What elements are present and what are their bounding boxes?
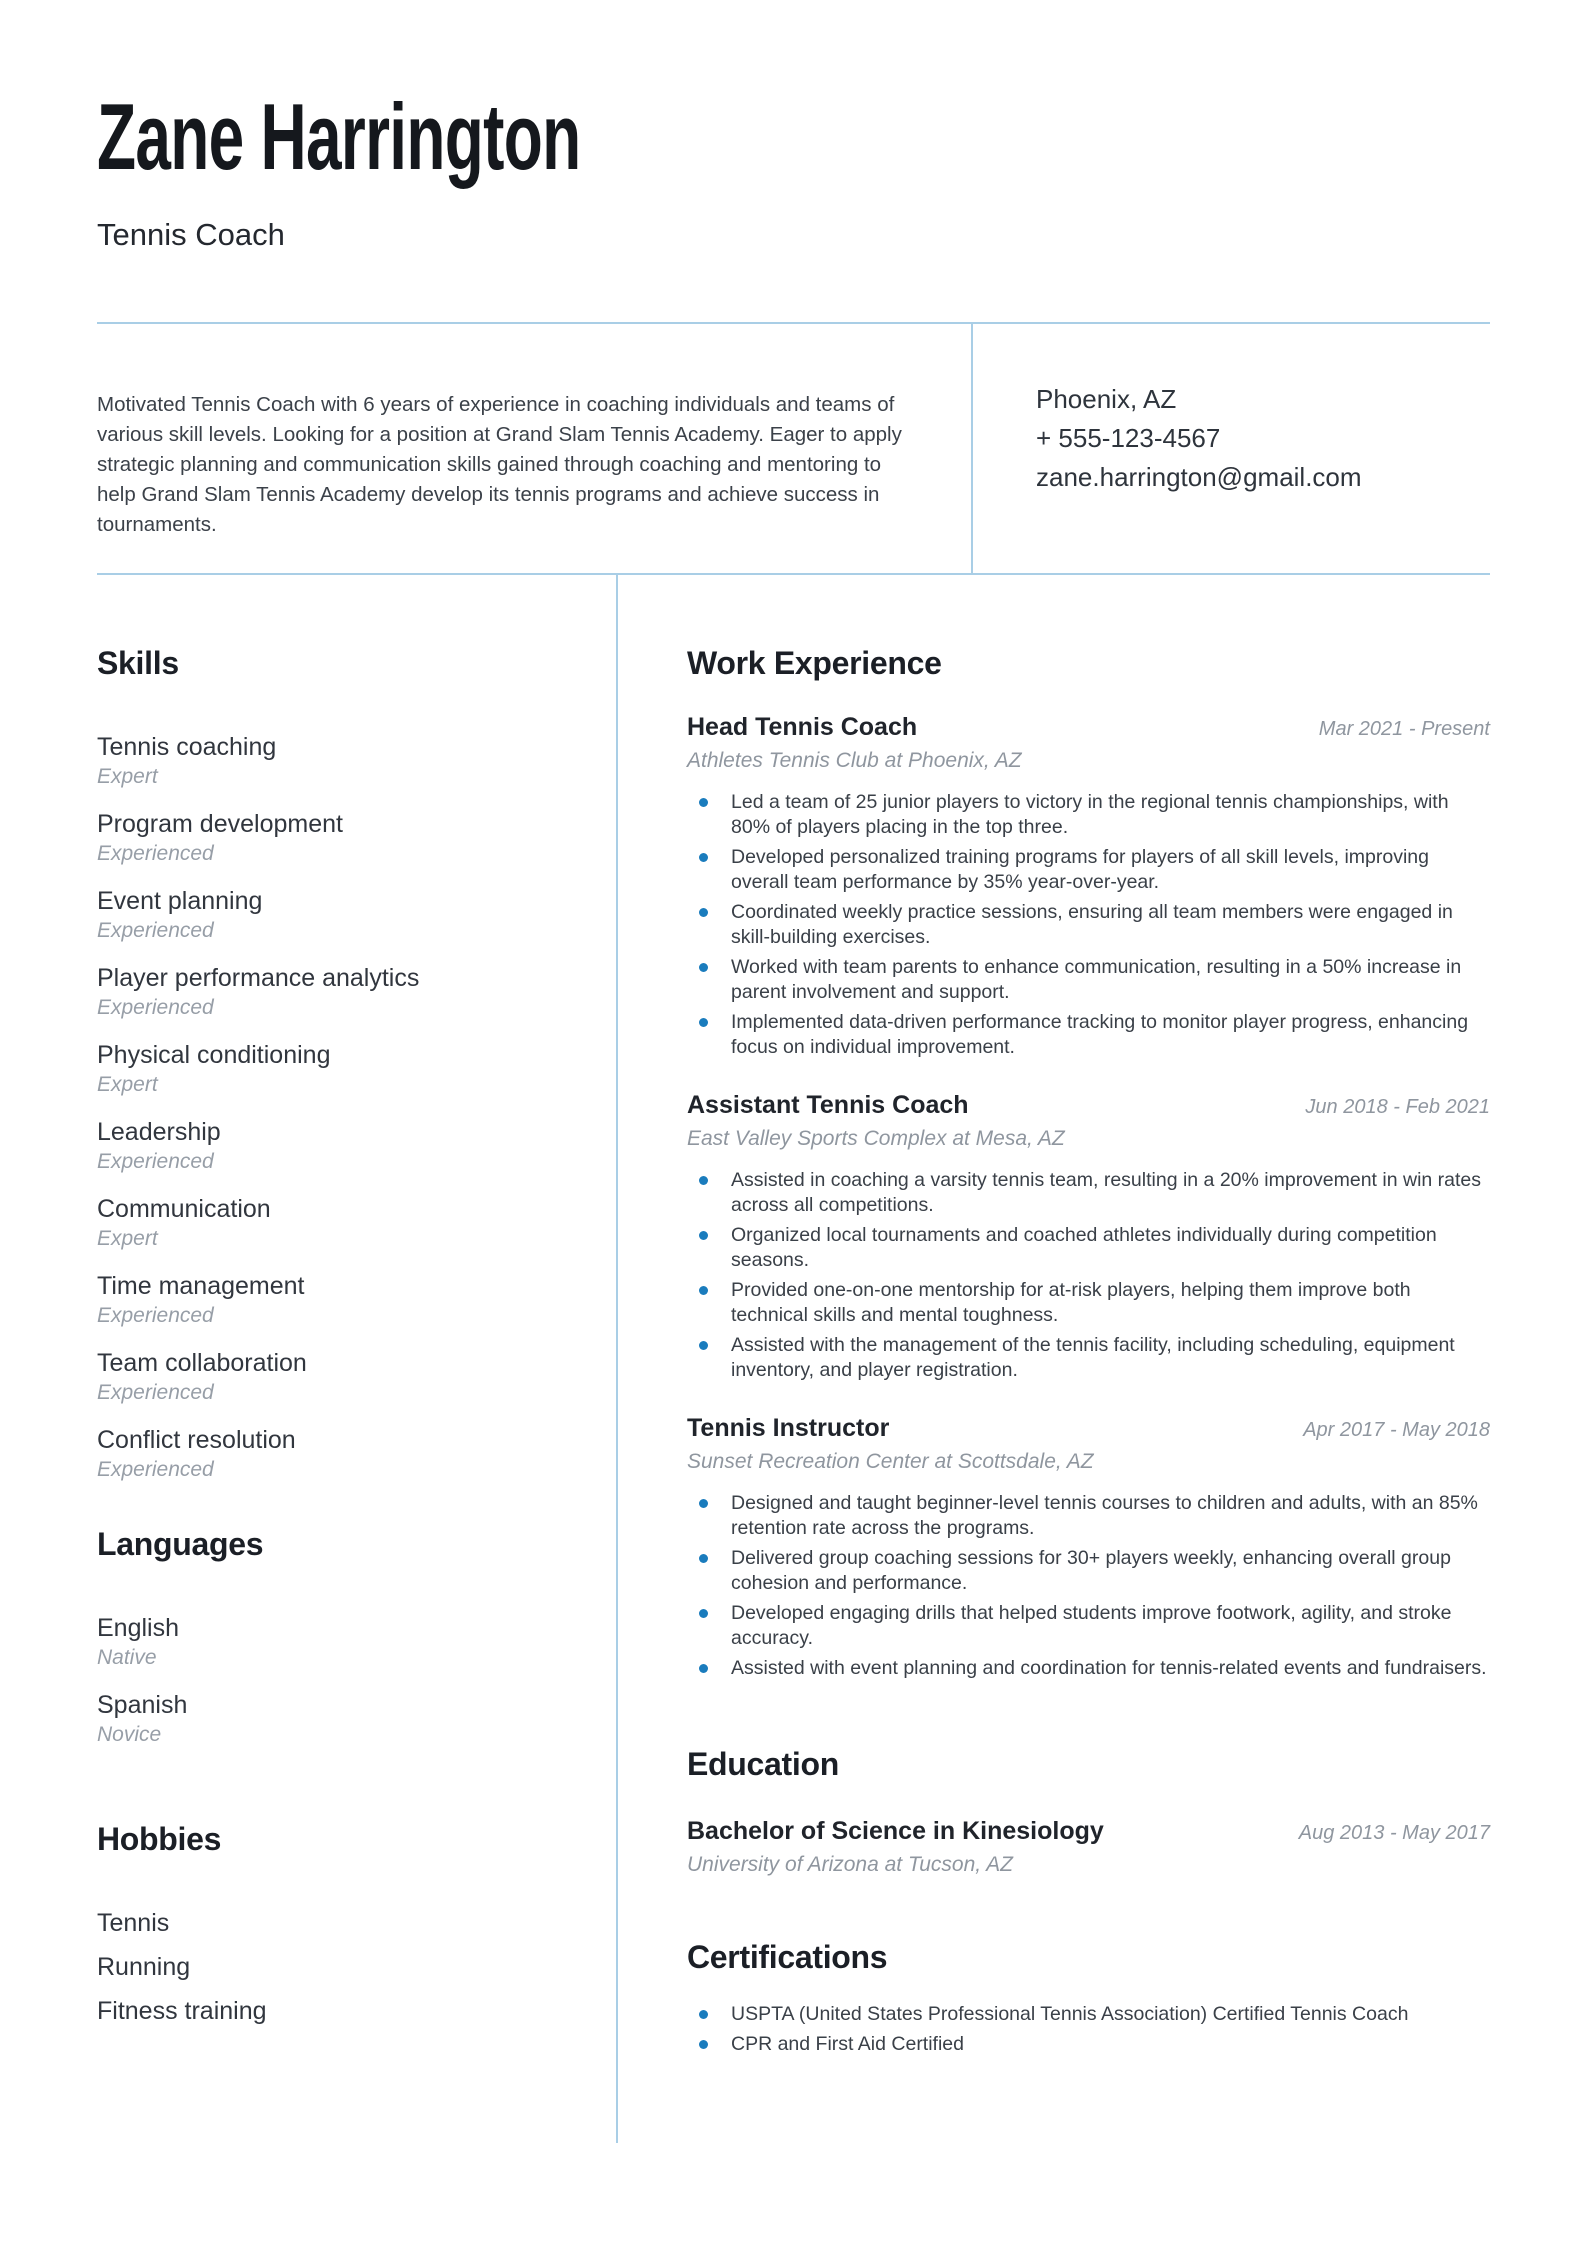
skill-item: Program development Experienced xyxy=(97,810,343,865)
job-bullet: Assisted with the management of the tennis facility, including scheduling, equipment inventory, and player registration. xyxy=(687,1333,1490,1382)
certification-item: CPR and First Aid Certified xyxy=(687,2032,1490,2057)
languages-heading: Languages xyxy=(97,1526,264,1562)
job-title: Assistant Tennis Coach xyxy=(687,1091,969,1119)
job-bullet-list xyxy=(687,790,1490,1059)
education-entry xyxy=(687,1815,1490,1878)
skill-item: Physical conditioning Expert xyxy=(97,1041,331,1096)
bullet-dot-icon xyxy=(699,1231,708,1240)
certifications-list xyxy=(687,2002,1490,2057)
bullet-dot-icon xyxy=(699,798,708,807)
education-header xyxy=(687,1815,1490,1847)
education-organization: University of Arizona at Tucson, AZ xyxy=(687,1852,1014,1876)
skill-item: Tennis coaching Expert xyxy=(97,733,277,788)
job-organization: Athletes Tennis Club at Phoenix, AZ xyxy=(687,749,1022,772)
job-bullet-list xyxy=(687,1491,1490,1681)
bullet-dot-icon xyxy=(699,963,708,972)
job-bullet: Assisted with event planning and coordination for tennis-related events and fundraisers. xyxy=(687,1656,1490,1681)
job-bullet: Led a team of 25 junior players to victory in the regional tennis championships, with 80% of players placing in the top three. xyxy=(687,790,1490,839)
skill-item: Leadership Experienced xyxy=(97,1118,221,1173)
skill-item: Team collaboration Experienced xyxy=(97,1349,307,1404)
bullet-dot-icon xyxy=(699,2010,708,2019)
job-title: Tennis Instructor xyxy=(687,1414,890,1442)
job-organization: East Valley Sports Complex at Mesa, AZ xyxy=(687,1127,1065,1150)
job-bullet: Provided one-on-one mentorship for at-risk players, helping them improve both technical skills and mental toughness. xyxy=(687,1278,1490,1327)
bullet-dot-icon xyxy=(699,1018,708,1027)
candidate-name: Zane Harrington xyxy=(97,84,581,189)
work-experience-heading: Work Experience xyxy=(687,645,942,681)
skills-heading: Skills xyxy=(97,645,179,681)
job-dates: Jun 2018 - Feb 2021 xyxy=(1305,1096,1490,1118)
main-column xyxy=(687,644,1490,2063)
job-organization: Sunset Recreation Center at Scottsdale, AZ xyxy=(687,1450,1094,1473)
job-bullet-list xyxy=(687,1168,1490,1382)
job-header xyxy=(687,1089,1490,1121)
job-bullet: Implemented data-driven performance tracking to monitor player progress, enhancing focus on individual improvement. xyxy=(687,1010,1490,1059)
education-dates: Aug 2013 - May 2017 xyxy=(1298,1821,1490,1844)
bullet-dot-icon xyxy=(699,908,708,917)
job-bullet: Worked with team parents to enhance communication, resulting in a 50% increase in parent involvement and support. xyxy=(687,955,1490,1004)
bullet-dot-icon xyxy=(699,853,708,862)
bullet-dot-icon xyxy=(699,1499,708,1508)
job-entry xyxy=(687,1089,1490,1382)
job-bullet: Assisted in coaching a varsity tennis team, resulting in a 20% improvement in win rates across all competitions. xyxy=(687,1168,1490,1217)
main-column-divider xyxy=(616,575,618,2143)
job-entry xyxy=(687,1412,1490,1681)
hobby-item: Fitness training xyxy=(97,1997,267,2025)
job-dates: Apr 2017 - May 2018 xyxy=(1303,1419,1490,1441)
contact-email: zane.harrington@gmail.com xyxy=(1036,462,1362,492)
skill-item: Communication Expert xyxy=(97,1195,271,1250)
job-bullet: Developed personalized training programs for players of all skill levels, improving overall team performance by 35% year-over-year. xyxy=(687,845,1490,894)
job-header xyxy=(687,711,1490,743)
skill-item: Time management Experienced xyxy=(97,1272,305,1327)
job-bullet: Designed and taught beginner-level tennis courses to children and adults, with an 85% retention rate across the programs. xyxy=(687,1491,1490,1540)
job-bullet: Delivered group coaching sessions for 30+ players weekly, enhancing overall group cohesion and performance. xyxy=(687,1546,1490,1595)
hobby-item: Running xyxy=(97,1953,191,1981)
job-bullet: Organized local tournaments and coached athletes individually during competition seasons. xyxy=(687,1223,1490,1272)
job-entry xyxy=(687,711,1490,1059)
bullet-dot-icon xyxy=(699,1609,708,1618)
language-item: English Native xyxy=(97,1614,179,1669)
certifications-heading: Certifications xyxy=(687,1938,888,1975)
header-top-rule xyxy=(97,322,1490,324)
bullet-dot-icon xyxy=(699,2040,708,2049)
hobby-item: Tennis xyxy=(97,1909,170,1937)
job-bullet: Developed engaging drills that helped students improve footwork, agility, and stroke accuracy. xyxy=(687,1601,1490,1650)
education-heading: Education xyxy=(687,1745,839,1782)
contact-block xyxy=(1036,384,1362,501)
profile-summary: Motivated Tennis Coach with 6 years of experience in coaching individuals and teams of various skill levels. Looking for a position at Grand Slam Tennis Academy. Eager to apply strategic planning and communication skills gained through coaching and mentoring to help Grand Slam Tennis Academy develop its tennis programs and achieve success in tournaments. xyxy=(97,393,902,536)
bullet-dot-icon xyxy=(699,1176,708,1185)
language-item: Spanish Novice xyxy=(97,1691,188,1746)
bullet-dot-icon xyxy=(699,1286,708,1295)
header-bottom-rule xyxy=(97,573,1490,575)
job-dates: Mar 2021 - Present xyxy=(1318,718,1490,740)
sidebar xyxy=(97,644,597,2040)
candidate-job-title: Tennis Coach xyxy=(97,217,285,252)
job-header xyxy=(687,1412,1490,1444)
skill-item: Conflict resolution Experienced xyxy=(97,1426,296,1481)
hobbies-heading: Hobbies xyxy=(97,1821,222,1857)
bullet-dot-icon xyxy=(699,1341,708,1350)
skill-item: Player performance analytics Experienced xyxy=(97,964,420,1019)
job-title: Head Tennis Coach xyxy=(687,713,918,741)
contact-phone: + 555-123-4567 xyxy=(1036,423,1221,453)
education-degree: Bachelor of Science in Kinesiology xyxy=(687,1816,1104,1845)
header-vertical-divider xyxy=(971,324,973,573)
bullet-dot-icon xyxy=(699,1664,708,1673)
bullet-dot-icon xyxy=(699,1554,708,1563)
skill-item: Event planning Experienced xyxy=(97,887,263,942)
contact-location: Phoenix, AZ xyxy=(1036,384,1177,414)
certification-item: USPTA (United States Professional Tennis Association) Certified Tennis Coach xyxy=(687,2002,1490,2027)
job-bullet: Coordinated weekly practice sessions, ensuring all team members were engaged in skill-building exercises. xyxy=(687,900,1490,949)
